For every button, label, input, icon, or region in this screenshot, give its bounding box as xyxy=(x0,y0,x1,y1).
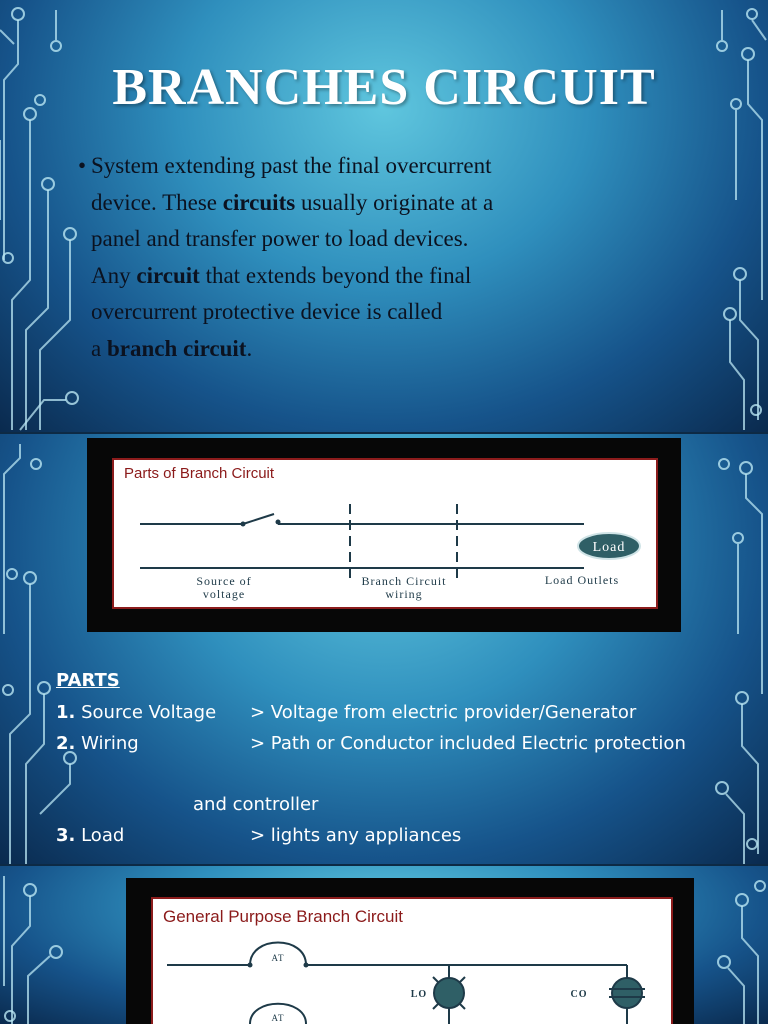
breaker-label: AT xyxy=(271,953,285,963)
definition-paragraph xyxy=(78,148,558,367)
diagram-title: Parts of Branch Circuit xyxy=(124,465,275,482)
outlets-label: Load Outlets xyxy=(544,573,620,587)
parts-item-desc-continued: and controller xyxy=(193,794,319,815)
general-purpose-diagram xyxy=(151,897,673,1024)
slide-2 xyxy=(0,434,768,864)
lo-label: LO xyxy=(410,989,428,1000)
circuit-schematic xyxy=(153,899,671,1024)
parts-item-desc: > lights any appliances xyxy=(250,825,462,846)
bullet-icon: • xyxy=(78,153,87,178)
source-label: Source of xyxy=(196,574,252,588)
text-line: device. These circuits usually originate at a xyxy=(91,189,494,215)
wiring-label: wiring xyxy=(385,587,423,601)
diagram-title: General Purpose Branch Circuit xyxy=(163,907,404,926)
parts-item: 2. Wiring xyxy=(56,733,139,754)
parts-item-desc: > Path or Conductor included Electric protection xyxy=(250,733,686,754)
light-outlet-icon xyxy=(433,971,465,1015)
convenience-outlet-icon xyxy=(609,978,645,1008)
text-line: overcurrent protective device is called xyxy=(91,299,443,324)
parts-item: 3. Load xyxy=(56,825,125,846)
switch-blade-icon xyxy=(243,514,274,524)
slide-3 xyxy=(0,866,768,1024)
source-label: voltage xyxy=(202,587,246,601)
branch-circuit-diagram xyxy=(112,458,658,609)
breaker-label: AT xyxy=(271,1013,285,1023)
wiring-label: Branch Circuit xyxy=(361,574,447,588)
slide-title: BRANCHES CIRCUIT xyxy=(112,59,656,116)
parts-item-desc: > Voltage from electric provider/Generator xyxy=(250,702,637,723)
slide-1 xyxy=(0,0,768,432)
text-line: System extending past the final overcurrent xyxy=(91,153,492,178)
load-label: Load xyxy=(592,540,626,555)
text-line: Any circuit that extends beyond the final xyxy=(91,262,472,288)
parts-heading: PARTS xyxy=(56,670,120,691)
co-label: CO xyxy=(570,989,588,1000)
circuit-schematic xyxy=(114,460,656,607)
text-line: panel and transfer power to load devices. xyxy=(91,226,469,251)
parts-item: 1. Source Voltage xyxy=(56,702,217,723)
text-line: a branch circuit. xyxy=(91,335,253,361)
